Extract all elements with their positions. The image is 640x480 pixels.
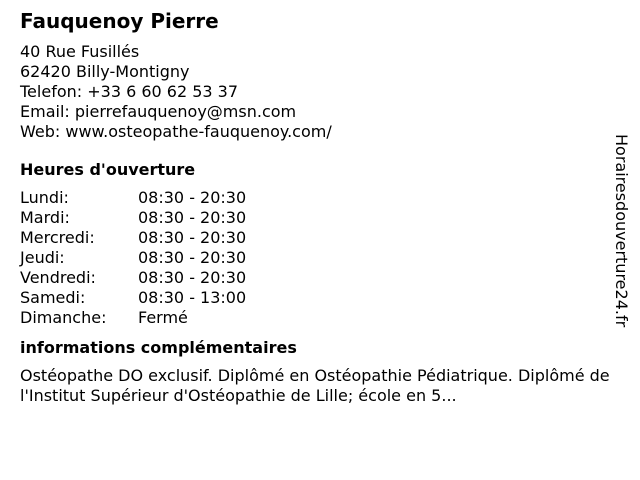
hours-row-sunday <box>20 308 620 328</box>
address-city: 62420 Billy-Montigny <box>20 62 190 81</box>
hours-row-friday <box>20 268 620 288</box>
web-line: Web: www.osteopathe-fauquenoy.com/ <box>20 122 332 141</box>
hours-row-saturday <box>20 288 620 308</box>
day-hours: Fermé <box>138 308 188 327</box>
phone-line: Telefon: +33 6 60 62 53 37 <box>20 82 239 101</box>
day-hours: 08:30 - 20:30 <box>138 248 247 267</box>
info-heading: informations complémentaires <box>20 338 297 357</box>
day-label: Mercredi: <box>20 228 95 247</box>
day-hours: 08:30 - 20:30 <box>138 268 247 287</box>
address-street: 40 Rue Fusillés <box>20 42 140 61</box>
hours-heading: Heures d'ouverture <box>20 160 196 179</box>
day-hours: 08:30 - 13:00 <box>138 288 247 307</box>
day-label: Dimanche: <box>20 308 107 327</box>
day-label: Samedi: <box>20 288 86 307</box>
business-name: Fauquenoy Pierre <box>20 9 219 33</box>
day-label: Jeudi: <box>20 248 65 267</box>
business-card <box>20 8 620 406</box>
day-label: Mardi: <box>20 208 70 227</box>
email-line: Email: pierrefauquenoy@msn.com <box>20 102 297 121</box>
day-label: Vendredi: <box>20 268 96 287</box>
hours-row-tuesday <box>20 208 620 228</box>
site-watermark: Horairesdouverture24.fr <box>612 134 631 328</box>
hours-row-wednesday <box>20 228 620 248</box>
hours-row-monday <box>20 188 620 208</box>
day-label: Lundi: <box>20 188 69 207</box>
day-hours: 08:30 - 20:30 <box>138 228 247 247</box>
day-hours: 08:30 - 20:30 <box>138 208 247 227</box>
day-hours: 08:30 - 20:30 <box>138 188 247 207</box>
hours-row-thursday <box>20 248 620 268</box>
info-description: Ostéopathe DO exclusif. Diplômé en Ostéopathie Pédiatrique. Diplômé de l'Institut Supérieur d'Ostéopathie de Lille; école en 5... <box>20 366 610 405</box>
